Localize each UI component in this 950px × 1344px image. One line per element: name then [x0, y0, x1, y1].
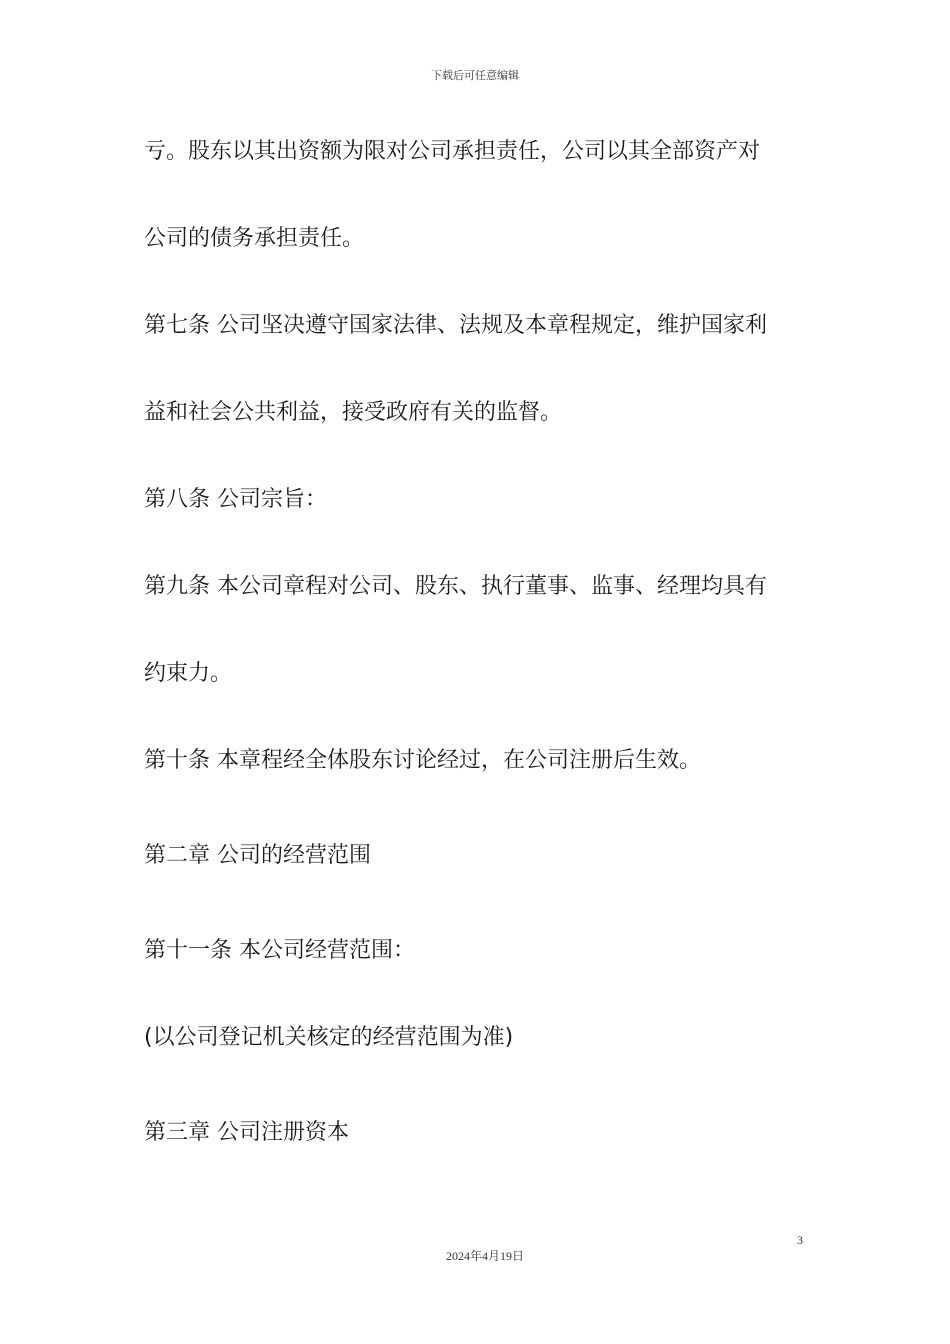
text-line: 公司的债务承担责任。	[144, 226, 365, 251]
text-line: 约束力。	[144, 661, 233, 686]
page-header: 下载后可任意编辑	[431, 69, 519, 82]
text-line: 第七条 公司坚决遵守国家法律、法规及本章程规定，维护国家利	[144, 313, 767, 338]
text-line: 第十一条 本公司经营范围：	[144, 938, 415, 963]
text-line: 第十条 本章程经全体股东讨论经过，在公司注册后生效。	[144, 748, 701, 773]
text-line: 第八条 公司宗旨：	[144, 487, 327, 512]
chapter-heading: 第二章 公司的经营范围	[144, 843, 371, 868]
chapter-heading: 第三章 公司注册资本	[144, 1120, 349, 1145]
text-line: 益和社会公共利益，接受政府有关的监督。	[144, 400, 563, 425]
text-line: (以公司登记机关核定的经营范围为准)	[144, 1025, 514, 1050]
text-line: 亏。股东以其出资额为限对公司承担责任，公司以其全部资产对	[144, 139, 761, 164]
footer-date: 2024年4月19日	[445, 1249, 524, 1263]
text-line: 第九条 本公司章程对公司、股东、执行董事、监事、经理均具有	[144, 574, 767, 599]
page-number: 3	[797, 1233, 803, 1247]
